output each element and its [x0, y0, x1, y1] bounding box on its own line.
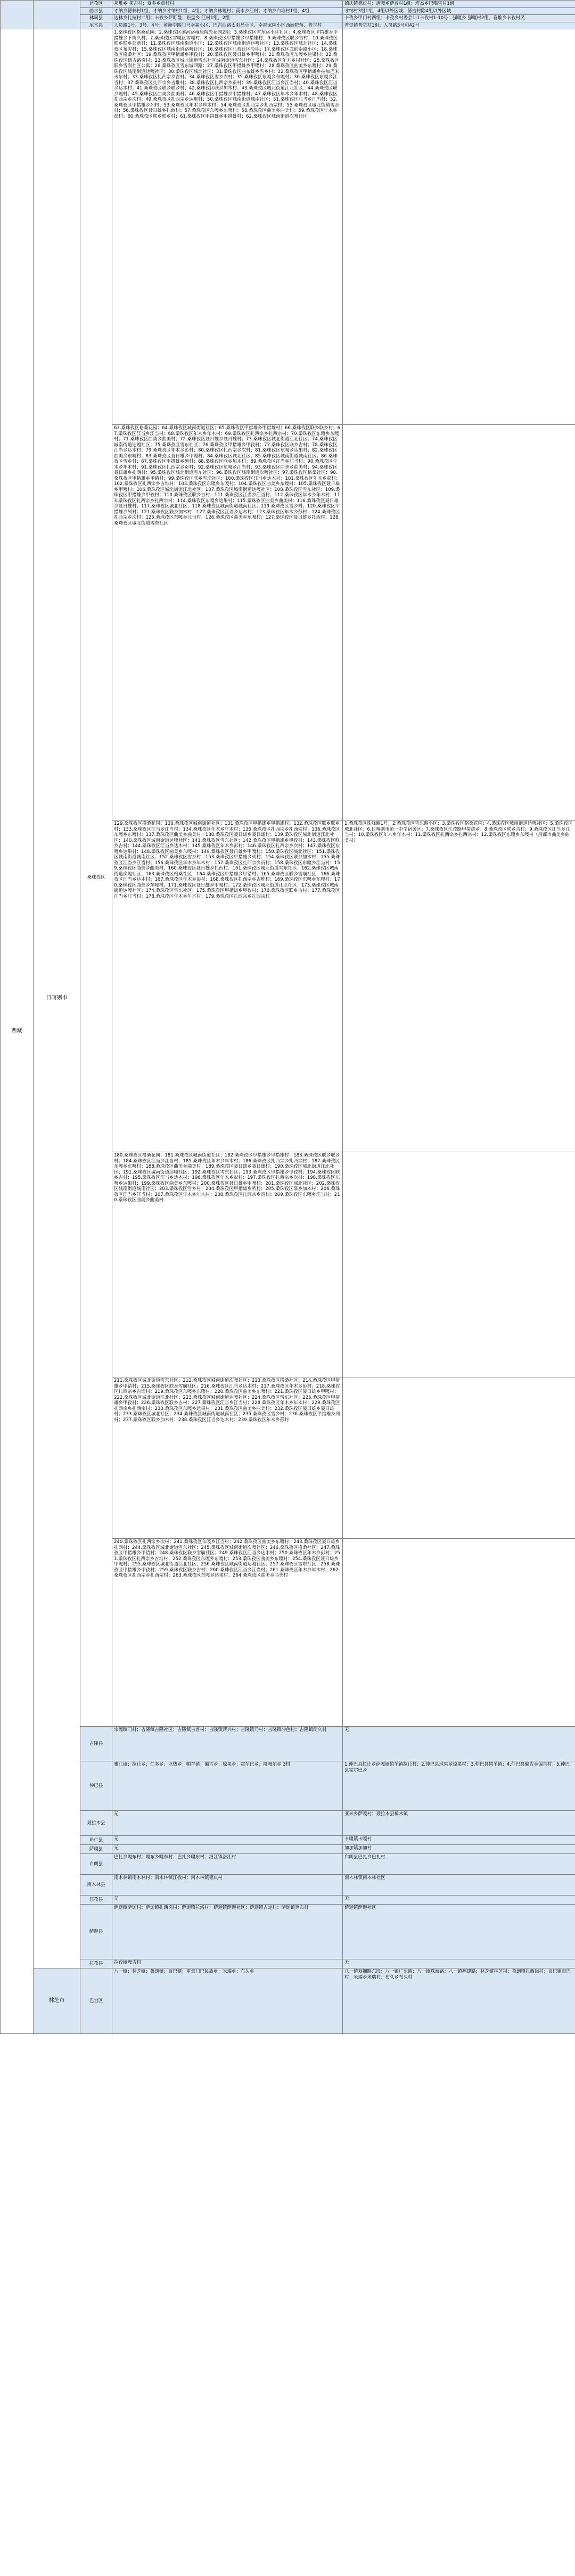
mid-risk-cell: 八一镇双拥路东段；八一镇广东路；八一镇珠海路；八一镇福建路；林芝镇林芝村；鲁朗镇扎西岗村；百巴镇百巴村；米瑞乡米瑞村；布久乡布久村: [343, 1968, 575, 2034]
mid-risk-cell: 1.仲巴县拉让乡萨嘎镇帕羊镇拉让村；2.仲巴县琼果乡琼果村；3.仲巴县帕羊镇；4.仲巴县偏吉乡偏吉村；5.仲巴县霍尔巴乡: [343, 1761, 575, 1811]
table-row: [1, 29, 575, 425]
high-risk-cell: 八一镇；林芝镇；鲁朗镇；百巴镇；更章门巴民族乡；米瑞乡；布久乡: [112, 1968, 343, 2034]
mid-risk-cell: 卡孜乡甲门村西组；卡孜乡村委会1-1卡孜村1-10号；强嘎乡 强嘎村2组，春堆乡卡孜村民: [343, 15, 575, 22]
high-risk-cell: 180.桑珠孜区格桑花园；181.桑珠孜区城南街道社区；182.桑珠孜区甲措雄乡甲措雄村；183.桑珠孜区联乡联乡村；184.桑珠孜区江当乡江当村；185.桑珠孜区年木乡年木村；186.桑珠孜区扎西宗乡扎西宗村；187.桑珠孜区东嘎乡东嘎村；188.桑珠孜区曲美乡曲美村；189.桑珠孜区聂日雄乡聂日雄村；190.桑珠孜区城北街道江北社区；191.桑珠孜区城南街道达嘎社区；192.桑珠孜区雪东社区；193.桑珠孜区甲措雄乡甲孜村；194.桑珠孜区联乡吉村；195.桑珠孜区江当乡达木村；196.桑珠孜区年木乡彭村；197.桑珠孜区扎西宗乡次村；198.桑珠孜区东嘎乡达果村；199.桑珠孜区曲美乡东嘎村；200.桑珠孜区聂日雄乡甲嘎村；201.桑珠孜区城北社区；202.桑珠孜区城南街道城南社区；203.桑珠孜区雪乡村；204.桑珠孜区甲措雄乡列村；205.桑珠孜区联乡加木村；206.桑珠孜区江当乡江当村；207.桑珠孜区年木乡年木村；208.桑珠孜区扎西宗乡贡村；209.桑珠孜区东嘎乡江当村；210.桑珠孜区曲美乡曲美村: [112, 1152, 343, 1377]
city-cell-top: [34, 1, 80, 29]
high-risk-cell: 人员路1号、3号、4号；黄旗中路门号幸福小区、巴吉西路太阳岛小区、幸福家园小区西面院落、普吉村: [112, 22, 343, 29]
mid-risk-cell: 白朗县巴扎乡巴扎村: [343, 1854, 575, 1875]
county-cell: 仲巴县: [80, 1761, 112, 1811]
high-risk-cell: 1.桑珠孜区格桑花园；2.桑珠孜区滨河路雍康院先花园2期；3.桑珠孜区雪东路小区社区；4.桑珠孜区甲措雄乡甲措雄乡下鸠久村；7.桑珠孜区雪嘎区雪嘎村；8.桑珠孜区甲措雄乡甲措雄村；9.桑珠孜区联乡吉村；10.桑珠孜区联乡联乡部落村；11.桑珠孜区城南街道小区；12.桑珠孜区城南街道达嘎社区；13.桑珠孜区城北社区；14.桑珠孜区布穷村；15.桑珠孜区城南街道路嘎社区；16.桑珠孜区江孜社区冷库；17.桑珠孜区龙前南路小区；18.桑珠孜区格桑社区；19.桑珠孜区甲措雄乡甲孜村；20.桑珠孜区聂日雄乡甲嘎村；21.桑珠孜区东嘎乡达果村；22.桑珠孜区德吉路贡村；23.桑珠孜区城北街道雪东社区城南街道雪东社区；24.桑珠孜区年木乡村社区；25.桑珠孜区联乡雪崩社区公寓；26.桑珠孜区雪东城西路；27.桑珠孜区甲措雄乡甲错村；28.桑珠孜区曲美乡东嘎村；29.桑珠孜区城南街道达嘎社区；30.桑珠孜区城北社区；31.桑珠孜区曲布雄乡雪乡村；32.桑珠孜区甲措雄乡拉加巴米卡尔村；33.桑珠孜区扎西宗乡吉村；34.桑珠孜区雪乡农村；35.桑珠孜区东嘎乡东嘎村；36.桑珠孜区东嘎乡江当村；37.桑珠孜区扎西宗乡吉堆村；38.桑珠孜区扎西宗乡贡村；39.桑珠孜区江当乡江当村；40.桑珠孜区江当乡达木村；41.桑珠孜区联乡联乡村；42.桑珠孜区联乡加木村；43.桑珠孜区城北街道江北社区；44.桑珠孜区联乡嘎村；45.桑珠孜区曲美乡曲美村；46.桑珠孜区甲措雄乡甲措雄村；47.桑珠孜区年木乡年木村；48.桑珠孜区扎西宗乡次村；49.桑珠孜区扎西宗乡达那村；50.桑珠孜区城南街道城南社区；51.桑珠孜区江当乡江当村；52.桑珠孜区甲措雄乡列村；53.桑珠孜区年木乡年木村；54.桑珠孜区扎西宗乡扎西宗村；55.桑珠孜区城北街道雪乡村；56.桑珠孜区聂日雄乡扎西村；57.桑珠孜区东嘎乡东嘎村；58.桑珠孜区曲美乡曲美村；59.桑珠孜区年木乡彭村；60.桑珠孜区联乡联乡村；61.桑珠孜区甲措雄乡甲措雄村；62.桑珠孜区城南街道次嘎社区: [112, 29, 343, 425]
high-risk-cell: 240.桑珠孜区扎西宗乡次村；241.桑珠孜区东嘎乡江当村；242.桑珠孜区曲美乡东嘎村；243.桑珠孜区聂日雄乡扎西村；244.桑珠孜区城北街道雪东社区；245.桑珠孜区城南街道次嘎社区；246.桑珠孜区格桑社区；247.桑珠孜区甲措雄乡甲错村；248.桑珠孜区联乡雪崩社区；249.桑珠孜区江当乡达木村；250.桑珠孜区年木乡彭村；251.桑珠孜区扎西宗乡吉堆村；252.桑珠孜区东嘎乡东嘎村；253.桑珠孜区曲美乡东嘎村；254.桑珠孜区聂日雄乡甲嘎村；255.桑珠孜区城北街道江北社区；256.桑珠孜区城南街道达嘎社区；257.桑珠孜区雪东社区；258.桑珠孜区甲措雄乡甲孜村；259.桑珠孜区联乡吉村；260.桑珠孜区江当乡江当村；261.桑珠孜区年木乡年木村；262.桑珠孜区扎西宗乡扎西宗村；263.桑珠孜区东嘎乡达果村；264.桑珠孜区曲美乡曲美村: [112, 1539, 343, 1727]
high-risk-cell: 邦堆乡 邦吉村；章多乡章村村: [112, 1, 343, 8]
table-row: [1, 1836, 575, 1845]
mid-risk-cell: [343, 29, 575, 425]
table-row: [1, 22, 575, 29]
county-cell: 尼木县: [80, 22, 112, 29]
mid-risk-cell: 萨迦镇萨迦社区: [343, 1905, 575, 1959]
county-cell: 曲水县: [80, 7, 112, 15]
table-row: [1, 15, 575, 22]
table-row: [1, 1811, 575, 1836]
high-risk-cell: 雅江镇；拉让乡；仁多乡；亚热乡；帕羊镇；偏吉乡；琼果乡；霍尔巴乡；隆嘎尔乡 3村: [112, 1761, 343, 1811]
county-cell: 吉隆县: [80, 1727, 112, 1761]
table-row: [1, 1896, 575, 1905]
table-row: [1, 1959, 575, 1968]
county-cell: 萨迦县: [80, 1905, 112, 1959]
mid-risk-cell: 1.桑珠孜区珠峰路1号；2.桑珠孜区雪东路小区；3.桑珠孜区格桑花园；4.桑珠孜区城南街道达嘎社区；5.桑珠孜区城北社区；6.日喀则市第一中学宿舍区；7.桑珠孜区江孜路甲措雄乡；8.桑珠孜区联乡吉村；9.桑珠孜区江当乡江当村；10.桑珠孜区年木乡年木村；11.桑珠孜区扎西宗乡扎西宗村；12.桑珠孜区东嘎乡东嘎村（昌都市曲美乡曲美村）: [343, 821, 575, 1152]
county-cell: 昂仁县: [80, 1836, 112, 1845]
mid-risk-cell: 卡嘎镇卡嘎村: [343, 1836, 575, 1845]
high-risk-cell: 129.桑珠孜区格桑花园；130.桑珠孜区城南街道社区；131.桑珠孜区甲措雄乡甲措雄村；132.桑珠孜区联乡联乡村；133.桑珠孜区江当乡江当村；134.桑珠孜区年木乡年木村；135.桑珠孜区扎西宗乡扎西宗村；136.桑珠孜区东嘎乡东嘎村；137.桑珠孜区曲美乡曲美村；138.桑珠孜区聂日雄乡聂日雄村；139.桑珠孜区城北街道江北社区；140.桑珠孜区城南街道达嘎社区；141.桑珠孜区雪东社区；142.桑珠孜区甲措雄乡甲孜村；143.桑珠孜区联乡吉村；144.桑珠孜区江当乡达木村；145.桑珠孜区年木乡彭村；146.桑珠孜区扎西宗乡次村；147.桑珠孜区东嘎乡达果村；148.桑珠孜区曲美乡东嘎村；149.桑珠孜区聂日雄乡甲嘎村；150.桑珠孜区城北社区；151.桑珠孜区城南街道城南社区；152.桑珠孜区雪乡村；153.桑珠孜区甲措雄乡列村；154.桑珠孜区联乡加木村；155.桑珠孜区江当乡江当村；156.桑珠孜区年木乡年木村；157.桑珠孜区扎西宗乡贡村；158.桑珠孜区东嘎乡江当村；159.桑珠孜区曲美乡曲美村；160.桑珠孜区聂日雄乡扎西村；161.桑珠孜区城北街道雪东社区；162.桑珠孜区城南街道次嘎社区；163.桑珠孜区格桑社区；164.桑珠孜区甲措雄乡甲错村；165.桑珠孜区联乡雪崩社区；166.桑珠孜区江当乡达木村；167.桑珠孜区年木乡彭村；168.桑珠孜区扎西宗乡吉堆村；169.桑珠孜区东嘎乡东嘎村；170.桑珠孜区曲美乡东嘎村；171.桑珠孜区聂日雄乡甲嘎村；172.桑珠孜区城北街道江北社区；173.桑珠孜区城南街道达嘎社区；174.桑珠孜区雪东社区；175.桑珠孜区甲措雄乡甲孜村；176.桑珠孜区联乡吉村；177.桑珠孜区江当乡江当村；178.桑珠孜区年木乡年木村；179.桑珠孜区扎西宗乡扎西宗村: [112, 821, 343, 1152]
high-risk-cell: 无: [112, 1811, 343, 1836]
region-cell-top: [1, 1, 34, 29]
county-cell: 江孜县: [80, 1896, 112, 1905]
region-cell: 西藏: [1, 29, 34, 2034]
high-risk-cell: 才纳乡德林村1组，才纳乡才纳村1组，4组；才纳乡林嘎村；南木乡江村；才纳乡白堆村1组，4组: [112, 7, 343, 15]
table-row: [1, 1761, 575, 1811]
table-row: [1, 1, 575, 8]
table-row: [1, 7, 575, 15]
high-risk-cell: 63.桑珠孜区格桑花园；64.桑珠孜区城南街道社区；65.桑珠孜区甲措雄乡甲措雄村；66.桑珠孜区联乡联乡村；67.桑珠孜区江当乡江当村；68.桑珠孜区年木乡年木村；69.桑珠孜区扎西宗乡扎西宗村；70.桑珠孜区东嘎乡东嘎村；71.桑珠孜区曲美乡曲美村；72.桑珠孜区聂日雄乡聂日雄村；73.桑珠孜区城北街道江北社区；74.桑珠孜区城南街道达嘎社区；75.桑珠孜区雪东社区；76.桑珠孜区甲措雄乡甲孜村；77.桑珠孜区联乡吉村；78.桑珠孜区江当乡达木村；79.桑珠孜区年木乡彭村；80.桑珠孜区扎西宗乡次村；81.桑珠孜区东嘎乡达果村；82.桑珠孜区曲美乡东嘎村；83.桑珠孜区聂日雄乡甲嘎村；84.桑珠孜区城北社区；85.桑珠孜区城南街道城南社区；86.桑珠孜区雪乡村；87.桑珠孜区甲措雄乡列村；88.桑珠孜区联乡加木村；89.桑珠孜区江当乡江当村；90.桑珠孜区年木乡年木村；91.桑珠孜区扎西宗乡贡村；92.桑珠孜区东嘎乡江当村；93.桑珠孜区曲美乡曲美村；94.桑珠孜区聂日雄乡扎西村；95.桑珠孜区城北街道雪东社区；96.桑珠孜区城南街道次嘎社区；97.桑珠孜区格桑社区；98.桑珠孜区甲措雄乡甲错村；99.桑珠孜区联乡雪崩社区；100.桑珠孜区江当乡达木村；101.桑珠孜区年木乡彭村；102.桑珠孜区扎西宗乡吉堆村；103.桑珠孜区东嘎乡东嘎村；104.桑珠孜区曲美乡东嘎村；105.桑珠孜区聂日雄乡甲嘎村；106.桑珠孜区城北街道江北社区；107.桑珠孜区城南街道达嘎社区；108.桑珠孜区雪东社区；109.桑珠孜区甲措雄乡甲孜村；110.桑珠孜区联乡吉村；111.桑珠孜区江当乡江当村；112.桑珠孜区年木乡年木村；113.桑珠孜区扎西宗乡扎西宗村；114.桑珠孜区东嘎乡达果村；115.桑珠孜区曲美乡曲美村；116.桑珠孜区聂日雄乡聂日雄村；117.桑珠孜区城北社区；118.桑珠孜区城南街道城南社区；119.桑珠孜区雪乡村；120.桑珠孜区甲措雄乡列村；121.桑珠孜区联乡加木村；122.桑珠孜区江当乡达木村；123.桑珠孜区年木乡彭村；124.桑珠孜区扎西宗乡次村；125.桑珠孜区东嘎乡江当村；126.桑珠孜区曲美乡东嘎村；127.桑珠孜区聂日雄乡扎西村；128.桑珠孜区城北街道雪东社区: [112, 425, 343, 821]
county-cell: 巴宜区: [80, 1968, 112, 2034]
mid-risk-cell: 无: [343, 1727, 575, 1761]
high-risk-cell: 南木林镇南木林村；南木林镇江孜村；南木林镇德庆村: [112, 1875, 343, 1896]
table-row: [1, 1845, 575, 1854]
table-row: [1, 1905, 575, 1959]
city-cell-linzhi: 林芝市: [34, 1968, 80, 2034]
high-risk-cell: 宗嘎镇门村；吉隆镇吉隆社区；吉隆镇吉普村；吉隆镇帮兴村；吉隆镇乃村；吉隆镇冲色村；吉隆镇朗久村: [112, 1727, 343, 1761]
county-cell: 萨嘎县: [80, 1845, 112, 1854]
mid-risk-cell: 南木林镇南木林社区: [343, 1875, 575, 1896]
high-risk-cell: 边林乡扎拉村二组；卡孜乡萨盯曼；松盘乡 江村1组，2组: [112, 15, 343, 22]
table-row: [1, 1875, 575, 1896]
mid-risk-cell: 普觉镇普觉村1组；人员路3号和42号: [343, 22, 575, 29]
county-cell: 南木林县: [80, 1875, 112, 1896]
mid-risk-cell: 才纳村3组1组，4组以外区域；德吉村除4组以外区域: [343, 7, 575, 15]
mid-risk-cell: 德庆镇德庆村；唐嘎乡萨普村1组；塔杰乡巴噶雪村1组: [343, 1, 575, 8]
table-row: [1, 1968, 575, 2034]
county-cell: 白朗县: [80, 1854, 112, 1875]
county-cell: 拉孜县: [80, 1959, 112, 1968]
mid-risk-cell: [343, 1377, 575, 1539]
high-risk-cell: 拉孜镇嘎吉村: [112, 1959, 343, 1968]
county-cell: 桑珠孜区: [80, 29, 112, 1727]
high-risk-cell: 巴扎乡嘎东村；嘎东乡嘎东村；巴扎乡嘎东村；洛江镇洛江村: [112, 1854, 343, 1875]
county-cell: 达孜区: [80, 1, 112, 8]
mid-risk-cell: 无: [343, 1896, 575, 1905]
city-cell: 日喀则市: [34, 29, 80, 1968]
table-row: [1, 1727, 575, 1761]
high-risk-cell: 无: [112, 1845, 343, 1854]
mid-risk-cell: 加加镇加加村: [343, 1845, 575, 1854]
mid-risk-cell: 亚来乡萨嘎村；聂拉木县樟木镇: [343, 1811, 575, 1836]
mid-risk-cell: [343, 425, 575, 821]
mid-risk-cell: [343, 1539, 575, 1727]
mid-risk-cell: 无: [343, 1959, 575, 1968]
county-cell: 聂拉木县: [80, 1811, 112, 1836]
high-risk-cell: 无: [112, 1836, 343, 1845]
county-cell: 林周县: [80, 15, 112, 22]
mid-risk-cell: [343, 1152, 575, 1377]
high-risk-cell: 211.桑珠孜区城北街道雪东社区；212.桑珠孜区城南街道次嘎社区；213.桑珠孜区格桑社区；214.桑珠孜区甲措雄乡甲错村；215.桑珠孜区联乡雪崩社区；216.桑珠孜区江当乡达木村；217.桑珠孜区年木乡彭村；218.桑珠孜区扎西宗乡吉堆村；219.桑珠孜区东嘎乡东嘎村；220.桑珠孜区曲美乡东嘎村；221.桑珠孜区聂日雄乡甲嘎村；222.桑珠孜区城北街道江北社区；223.桑珠孜区城南街道达嘎社区；224.桑珠孜区雪东社区；225.桑珠孜区甲措雄乡甲孜村；226.桑珠孜区联乡吉村；227.桑珠孜区江当乡江当村；228.桑珠孜区年木乡年木村；229.桑珠孜区扎西宗乡扎西宗村；230.桑珠孜区东嘎乡达果村；231.桑珠孜区曲美乡曲美村；232.桑珠孜区聂日雄乡聂日雄村；233.桑珠孜区城北社区；234.桑珠孜区城南街道城南社区；235.桑珠孜区雪乡村；236.桑珠孜区甲措雄乡列村；237.桑珠孜区联乡加木村；238.桑珠孜区江当乡达木村；239.桑珠孜区年木乡彭村: [112, 1377, 343, 1539]
table-row: [1, 1854, 575, 1875]
high-risk-cell: 萨迦镇萨迦村；萨迦镇扎西岗村；萨迦镇拉洛村；萨迦镇萨迦社区；萨迦镇吉定村；萨迦镇热布村: [112, 1905, 343, 1959]
high-risk-cell: 无: [112, 1896, 343, 1905]
